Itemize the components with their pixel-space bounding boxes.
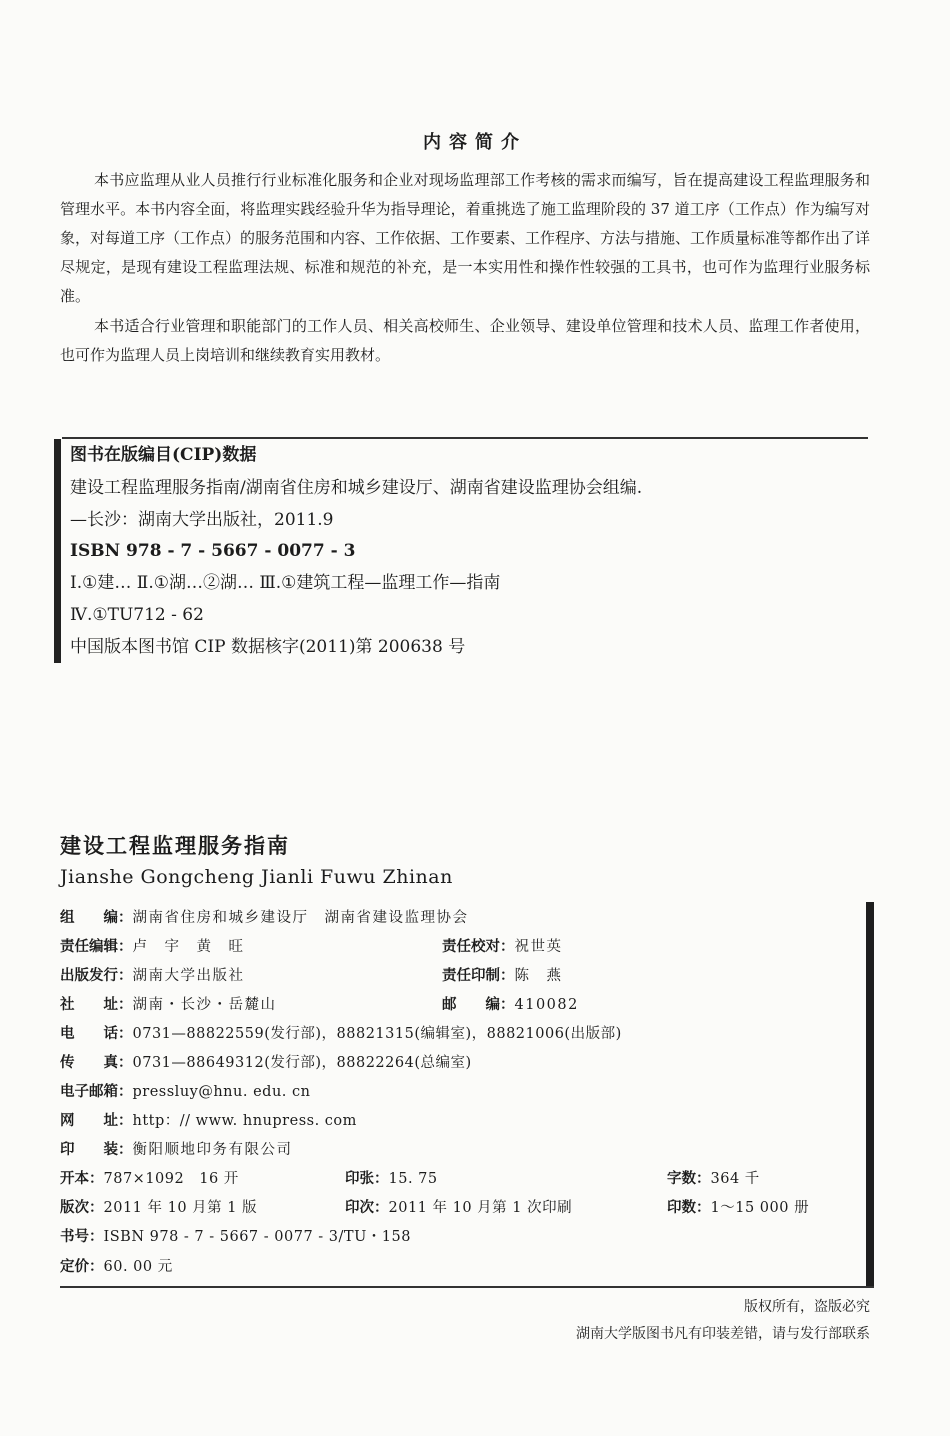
colophon-bottom-rule (60, 1286, 874, 1288)
print-supervisor-label: 责任印制： (442, 968, 515, 984)
address-value: 湖南・长沙・岳麓山 (132, 997, 277, 1013)
postcode-label: 邮 编： (442, 997, 515, 1013)
copyright-notice: 版权所有，盗版必究 (744, 1299, 870, 1315)
fax-label: 传 真： (60, 1055, 133, 1071)
sheets-value: 15. 75 (388, 1171, 438, 1187)
row-sheets (345, 1169, 438, 1189)
book-pinyin-title: Jianshe Gongcheng Jianli Fuwu Zhinan (60, 866, 453, 888)
row-book-number (60, 1227, 411, 1247)
phone-label: 电 话： (60, 1026, 133, 1042)
publisher-value: 湖南大学出版社 (132, 968, 245, 984)
intro-title: 内容简介 (423, 132, 527, 153)
row-website (60, 1111, 357, 1131)
editor-value: 湖南省住房和城乡建设厅 湖南省建设监理协会 (132, 910, 469, 926)
words-value: 364 千 (710, 1171, 760, 1187)
copies-label: 印数： (667, 1200, 711, 1216)
cip-line-1: 建设工程监理服务指南/湖南省住房和城乡建设厅、湖南省建设监理协会组编. (70, 478, 643, 498)
row-price (60, 1257, 173, 1277)
email-label: 电子邮箱： (60, 1084, 133, 1100)
print-supervisor-value: 陈 燕 (514, 968, 563, 984)
book-title: 建设工程监理服务指南 (60, 834, 290, 858)
price-value: 60. 00 元 (103, 1259, 173, 1275)
row-impression (345, 1198, 572, 1218)
row-printing (60, 1140, 293, 1160)
cip-record-number: 中国版本图书馆 CIP 数据核字(2011)第 200638 号 (70, 637, 466, 657)
proofreader-label: 责任校对： (442, 939, 515, 955)
cip-heading: 图书在版编目(CIP)数据 (70, 445, 257, 465)
row-format (60, 1169, 239, 1189)
editor-label: 组 编： (60, 910, 133, 926)
address-label: 社 址： (60, 997, 133, 1013)
cip-top-rule (62, 437, 868, 439)
defect-notice: 湖南大学版图书凡有印装差错，请与发行部联系 (576, 1326, 870, 1342)
proofreader-value: 祝世英 (514, 939, 563, 955)
edition-value: 2011 年 10 月第 1 版 (103, 1200, 258, 1216)
cip-classification-2: Ⅳ.①TU712 - 62 (70, 605, 204, 625)
row-publisher (60, 966, 245, 986)
row-words (667, 1169, 760, 1189)
format-value: 787×1092 16 开 (103, 1171, 239, 1187)
row-responsible-editor (60, 937, 245, 957)
printing-label: 印 装： (60, 1142, 133, 1158)
impression-label: 印次： (345, 1200, 389, 1216)
row-postcode (442, 995, 579, 1015)
row-copies (667, 1198, 809, 1218)
cip-isbn: ISBN 978 - 7 - 5667 - 0077 - 3 (70, 541, 356, 561)
intro-paragraph-2: 本书适合行业管理和职能部门的工作人员、相关高校师生、企业领导、建设单位管理和技术人员、监理工作者使用，也可作为监理人员上岗培训和继续教育实用教材。 (60, 317, 870, 364)
responsible-editor-value: 卢 宇 黄 旺 (132, 939, 245, 955)
sheets-label: 印张： (345, 1171, 389, 1187)
row-print-supervisor (442, 966, 563, 986)
fax-value: 0731—88649312(发行部)，88822264(总编室) (132, 1055, 472, 1071)
row-edition (60, 1198, 257, 1218)
words-label: 字数： (667, 1171, 711, 1187)
responsible-editor-label: 责任编辑： (60, 939, 133, 955)
phone-value: 0731—88822559(发行部)，88821315(编辑室)，88821006(出版部) (132, 1026, 622, 1042)
cip-side-bar (54, 439, 61, 663)
cip-line-2: —长沙：湖南大学出版社，2011.9 (70, 510, 334, 530)
colophon-side-bar (866, 902, 874, 1286)
book-number-label: 书号： (60, 1229, 104, 1245)
email-value: pressluy@hnu. edu. cn (132, 1084, 311, 1100)
edition-label: 版次： (60, 1200, 104, 1216)
price-label: 定价： (60, 1259, 104, 1275)
postcode-value: 410082 (514, 997, 579, 1013)
impression-value: 2011 年 10 月第 1 次印刷 (388, 1200, 573, 1216)
row-email (60, 1082, 310, 1102)
format-label: 开本： (60, 1171, 104, 1187)
printing-value: 衡阳顺地印务有限公司 (132, 1142, 293, 1158)
row-proofreader (442, 937, 563, 957)
row-address (60, 995, 277, 1015)
row-editor (60, 908, 469, 928)
row-fax (60, 1053, 472, 1073)
website-label: 网 址： (60, 1113, 133, 1129)
intro-paragraph-1: 本书应监理从业人员推行行业标准化服务和企业对现场监理部工作考核的需求而编写，旨在提高建设工程监理服务和管理水平。本书内容全面，将监理实践经验升华为指导理论，着重挑选了施工监理阶段的 37 道工序（工作点）作为编写对象，对每道工序（工作点）的服务范围和内容、工作依据、工作要素、工作程序、方法与措施、工作质量标准等都作出了详尽规定，是现有建设工程监理法规、标准和规范的补充，是一本实用性和操作性较强的工具书，也可作为监理行业服务标准。 (60, 171, 871, 305)
copies-value: 1～15 000 册 (710, 1200, 810, 1216)
website-value: http：// www. hnupress. com (132, 1113, 357, 1129)
publisher-label: 出版发行： (60, 968, 133, 984)
book-number-value: ISBN 978 - 7 - 5667 - 0077 - 3/TU・158 (103, 1229, 411, 1245)
cip-classification-1: Ⅰ.①建… Ⅱ.①湖…②湖… Ⅲ.①建筑工程—监理工作—指南 (70, 573, 501, 593)
row-phone (60, 1024, 622, 1044)
